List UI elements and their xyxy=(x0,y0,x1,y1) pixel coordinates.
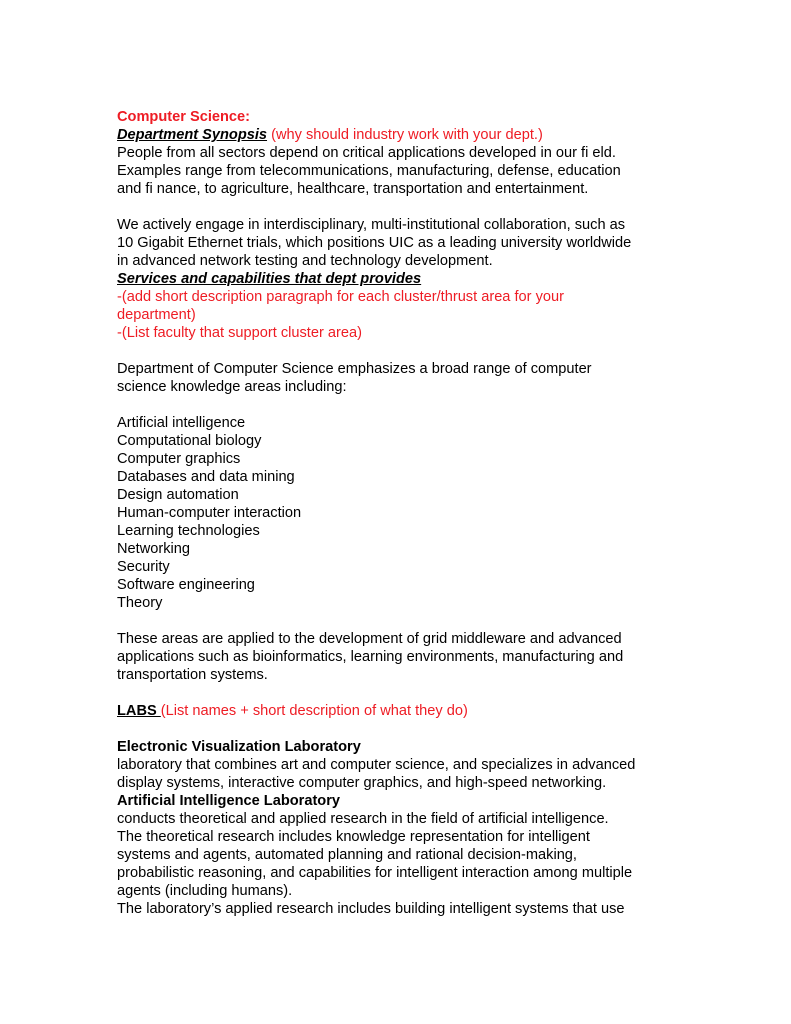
applied-line: These areas are applied to the development of grid middleware and advanced xyxy=(117,631,622,647)
list-item: Design automation xyxy=(117,487,239,503)
ai-lab-line: agents (including humans). xyxy=(117,883,293,899)
ai-lab-line: probabilistic reasoning, and capabilities for intelligent interaction among multiple xyxy=(117,865,633,881)
list-item: Software engineering xyxy=(117,577,255,593)
ai-lab-line: systems and agents, automated planning and rational decision-making, xyxy=(117,847,577,863)
list-item: Computational biology xyxy=(117,433,262,449)
department-heading: Computer Science: xyxy=(117,109,250,125)
applied-line: transportation systems. xyxy=(117,667,268,683)
applied-line: applications such as bioinformatics, learning environments, manufacturing and xyxy=(117,649,624,665)
evl-lab-line: display systems, interactive computer graphics, and high-speed networking. xyxy=(117,775,607,791)
list-item: Theory xyxy=(117,595,163,611)
synopsis-note: (why should industry work with your dept.) xyxy=(267,127,543,143)
labs-note: (List names + short description of what they do) xyxy=(160,703,468,719)
synopsis-line: and fi nance, to agriculture, healthcare, transportation and entertainment. xyxy=(117,181,589,197)
evl-lab-name: Electronic Visualization Laboratory xyxy=(117,739,361,755)
labs-heading-line xyxy=(117,702,677,720)
ai-lab-name: Artificial Intelligence Laboratory xyxy=(117,793,341,809)
list-item: Learning technologies xyxy=(117,523,260,539)
list-item: Human-computer interaction xyxy=(117,505,302,521)
list-item: Artificial intelligence xyxy=(117,415,246,431)
collab-line: in advanced network testing and technology development. xyxy=(117,253,493,269)
collab-line: 10 Gigabit Ethernet trials, which positions UIC as a leading university worldwide xyxy=(117,235,632,251)
ai-lab-line: The theoretical research includes knowledge representation for intelligent xyxy=(117,829,590,845)
ai-lab-line: The laboratory’s applied research includes building intelligent systems that use xyxy=(117,901,625,917)
list-item: Databases and data mining xyxy=(117,469,295,485)
list-item: Networking xyxy=(117,541,190,557)
labs-title: LABS xyxy=(117,703,161,719)
ai-lab-line: conducts theoretical and applied research in the field of artificial intelligence. xyxy=(117,811,609,827)
synopsis-title: Department Synopsis xyxy=(117,127,268,143)
services-note: -(List faculty that support cluster area) xyxy=(117,325,362,341)
synopsis-line: Examples range from telecommunications, manufacturing, defense, education xyxy=(117,163,621,179)
areas-list xyxy=(117,414,677,612)
services-note: department) xyxy=(117,307,196,323)
list-item: Computer graphics xyxy=(117,451,241,467)
emphasis-line: Department of Computer Science emphasizes a broad range of computer xyxy=(117,361,592,377)
synopsis-line: People from all sectors depend on critical applications developed in our fi eld. xyxy=(117,145,616,161)
emphasis-line: science knowledge areas including: xyxy=(117,379,347,395)
evl-lab-line: laboratory that combines art and computer science, and specializes in advanced xyxy=(117,757,636,773)
synopsis-heading-line xyxy=(117,126,677,144)
services-title: Services and capabilities that dept provides xyxy=(117,271,422,287)
list-item: Security xyxy=(117,559,170,575)
services-note: -(add short description paragraph for each cluster/thrust area for your xyxy=(117,289,564,305)
collab-line: We actively engage in interdisciplinary, multi-institutional collaboration, such as xyxy=(117,217,626,233)
document-page xyxy=(117,108,677,918)
